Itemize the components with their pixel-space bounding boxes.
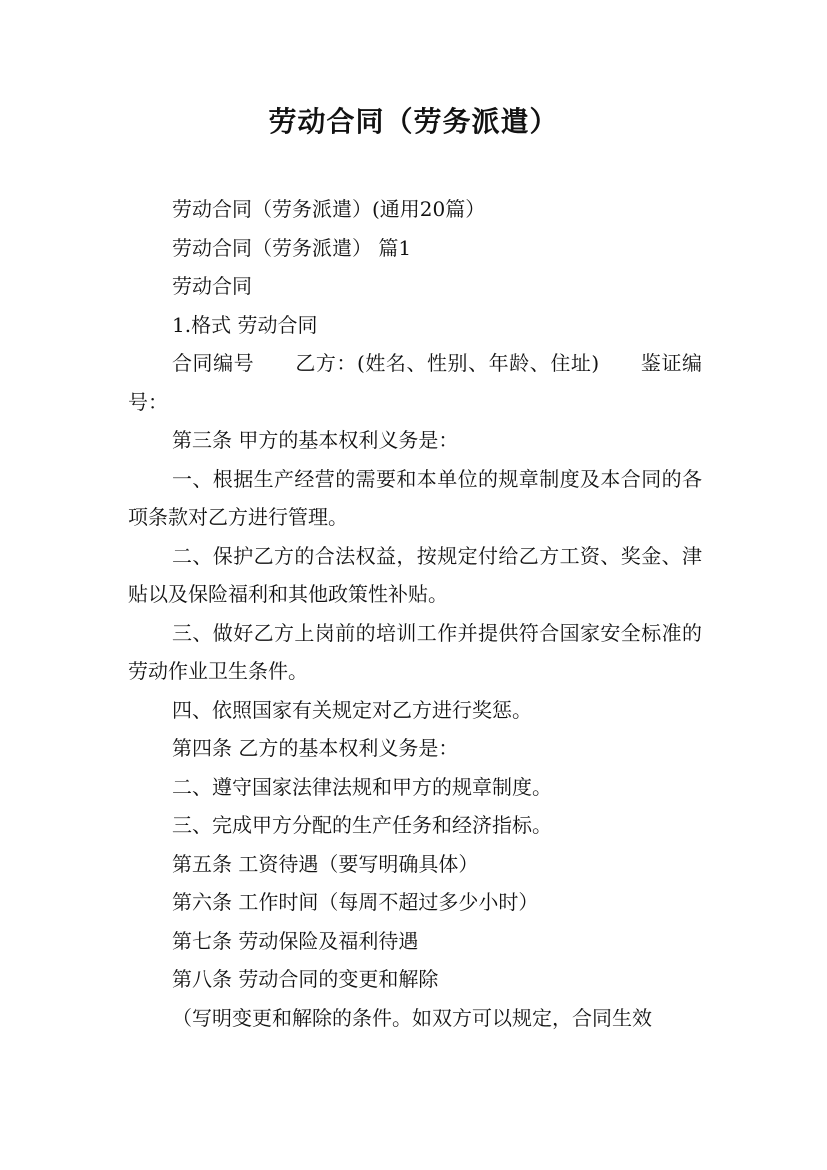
paragraph-contract-heading: 劳动合同 [172,274,252,298]
paragraph-subtitle: 劳动合同（劳务派遣）(通用20篇） [172,197,486,221]
paragraph-section-heading: 劳动合同（劳务派遣） 篇1 [172,235,412,260]
paragraph-format: 1.格式 劳动合同 [172,312,318,337]
paragraph-contract-number: 合同编号 乙方：(姓名、性别、年龄、住址) 鉴证编号： [128,351,702,414]
paragraph-article-6: 第六条 工作时间（每周不超过多少小时） [172,890,539,914]
paragraph-article-7: 第七条 劳动保险及福利待遇 [172,928,419,953]
document-title: 劳动合同（劳务派遣） [268,105,559,138]
document-body [128,190,702,1037]
paragraph-article-8-note: （写明变更和解除的条件。如双方可以规定，合同生效 [172,1005,652,1030]
paragraph-article-8: 第八条 劳动合同的变更和解除 [172,967,439,991]
paragraph-article-3-item-4: 四、依照国家有关规定对乙方进行奖惩。 [172,697,532,722]
paragraph-article-3-item-1: 一、根据生产经营的需要和本单位的规章制度及本合同的各项条款对乙方进行管理。 [128,466,702,529]
paragraph-article-3-item-2: 二、保护乙方的合法权益，按规定付给乙方工资、奖金、津贴以及保险福利和其他政策性补贴。 [128,543,702,606]
paragraph-article-4-item-2: 二、遵守国家法律法规和甲方的规章制度。 [172,774,552,799]
paragraph-article-3-item-3: 三、做好乙方上岗前的培训工作并提供符合国家安全标准的劳动作业卫生条件。 [128,620,702,683]
paragraph-article-3: 第三条 甲方的基本权利义务是： [172,428,459,452]
paragraph-article-4-item-3: 三、完成甲方分配的生产任务和经济指标。 [172,813,552,837]
paragraph-article-4: 第四条 乙方的基本权利义务是： [172,736,459,760]
paragraph-article-5: 第五条 工资待遇（要写明确具体） [172,851,479,876]
